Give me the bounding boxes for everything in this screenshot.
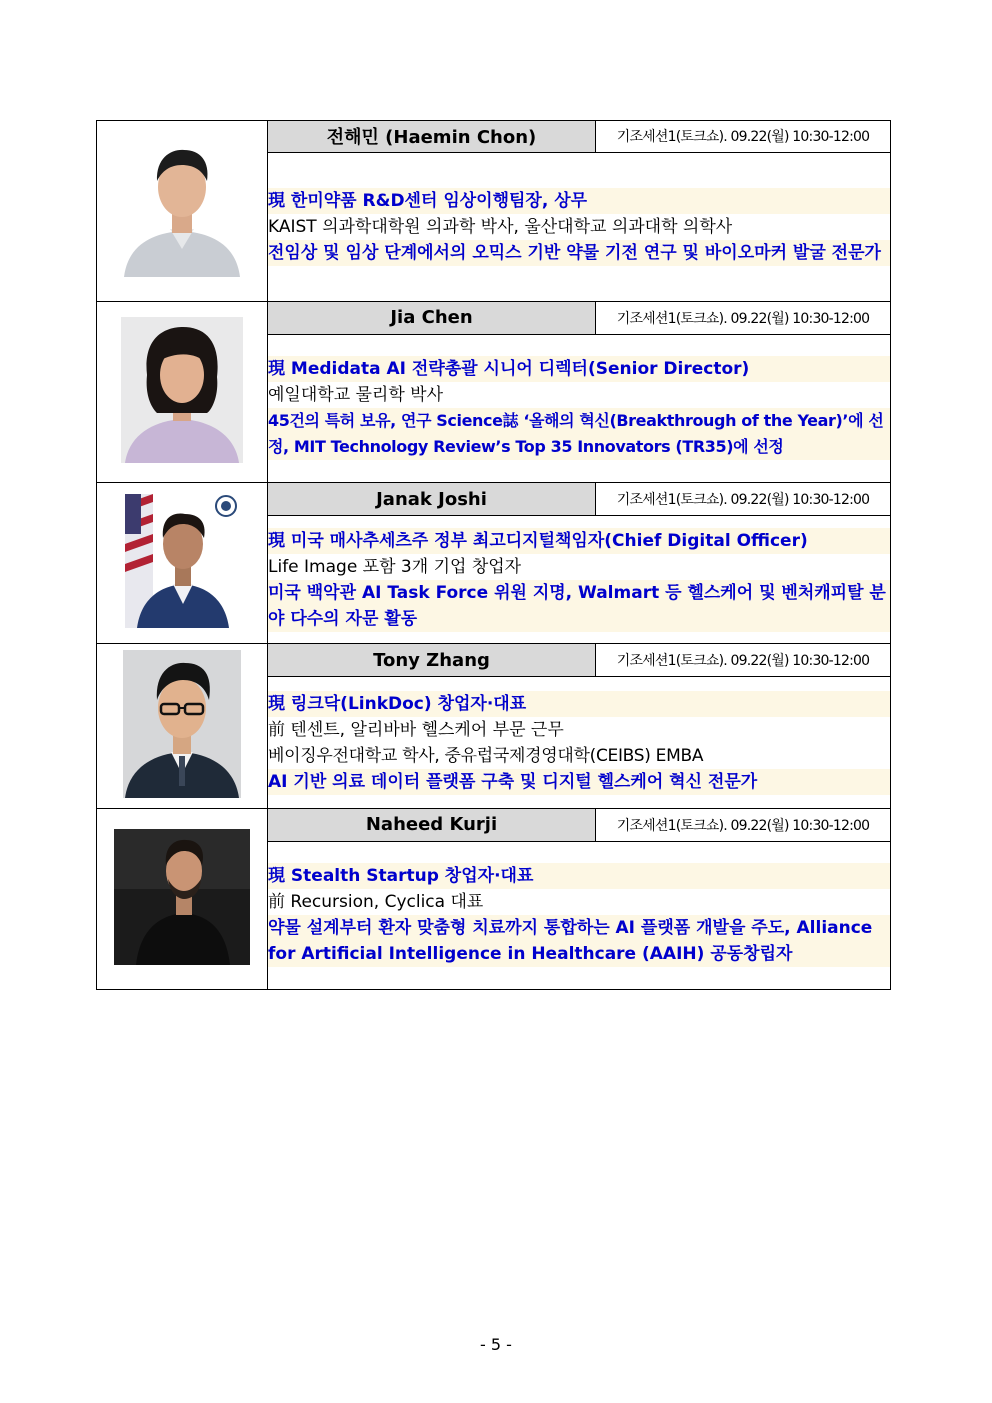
session-info: 기조세션1(토크쇼). 09.22(월) 10:30-12:00 [596,483,891,516]
speaker-bio [268,334,891,482]
session-info: 기조세션1(토크쇼). 09.22(월) 10:30-12:00 [596,302,891,335]
bio-line: 前 Recursion, Cyclica 대표 [268,892,484,913]
speaker-photo-cell [97,644,268,809]
speaker-bio [268,516,891,644]
speaker-name: Janak Joshi [268,483,596,516]
speaker-name: Naheed Kurji [268,809,596,842]
bio-line: 現 Stealth Startup 창업자·대표 [268,863,890,889]
bio-line: 예일대학교 물리학 박사 [268,385,444,406]
speaker-name: Tony Zhang [268,644,596,677]
speaker-name: Jia Chen [268,302,596,335]
speaker-photo [121,317,243,463]
bio-line: 전임상 및 임상 단계에서의 오믹스 기반 약물 기전 연구 및 바이오마커 발굴 전문가 [268,240,890,266]
speaker-photo-cell [97,483,268,644]
speaker-photo [125,494,239,628]
speaker-photo [122,141,242,277]
session-info: 기조세션1(토크쇼). 09.22(월) 10:30-12:00 [596,644,891,677]
bio-line: 베이징우전대학교 학사, 중유럽국제경영대학(CEIBS) EMBA [268,745,704,766]
bio-line: 약물 설계부터 환자 맞춤형 치료까지 통합하는 AI 플랫폼 개발을 주도, Alliance for Artificial Intelligence in Healthcare (AAIH) 공동창립자 [268,915,890,967]
bio-line: 45건의 특허 보유, 연구 Science誌 ‘올해의 혁신(Breakthrough of the Year)’에 선정, MIT Technology Review’s Top 35 Innovators (TR35)에 선정 [268,408,890,460]
bio-line: 現 Medidata AI 전략총괄 시니어 디렉터(Senior Director) [268,356,890,382]
speaker-photo-cell [97,302,268,483]
bio-line: KAIST 의과학대학원 의과학 박사, 울산대학교 의과대학 의학사 [268,216,733,237]
bio-line: Life Image 포함 3개 기업 창업자 [268,556,522,577]
bio-line: 前 텐센트, 알리바바 헬스케어 부문 근무 [268,719,564,740]
session-info: 기조세션1(토크쇼). 09.22(월) 10:30-12:00 [596,121,891,153]
bio-line: AI 기반 의료 데이터 플랫폼 구축 및 디지털 헬스케어 혁신 전문가 [268,769,890,795]
speaker-table [96,120,891,990]
bio-line: 現 한미약품 R&D센터 임상이행팀장, 상무 [268,188,890,214]
speaker-photo-cell [97,809,268,990]
speaker-bio [268,677,891,809]
speaker-bio [268,841,891,989]
bio-line: 미국 백악관 AI Task Force 위원 지명, Walmart 등 헬스케어 및 벤처캐피탈 분야 다수의 자문 활동 [268,580,890,632]
bio-line: 現 링크닥(LinkDoc) 창업자·대표 [268,691,890,717]
session-info: 기조세션1(토크쇼). 09.22(월) 10:30-12:00 [596,809,891,842]
page-number: - 5 - [480,1335,512,1354]
speaker-photo-cell [97,121,268,302]
speaker-photo [123,650,241,798]
speaker-photo [114,829,250,965]
speaker-bio [268,152,891,301]
bio-line: 現 미국 매사추세츠주 정부 최고디지털책임자(Chief Digital Officer) [268,528,890,554]
speaker-name: 전해민 (Haemin Chon) [268,121,596,153]
